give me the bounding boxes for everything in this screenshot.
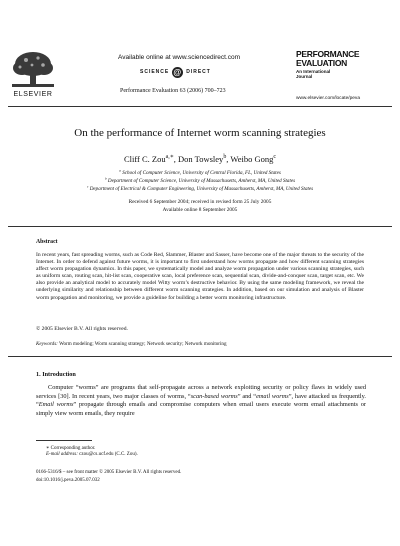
email-label: E-mail address:: [46, 452, 78, 457]
intro-emphasis: email worms: [256, 392, 289, 400]
doi-line[interactable]: doi:10.1016/j.peva.2005.07.032: [36, 478, 100, 483]
affiliation: [0, 186, 400, 192]
corresponding-author-note: ∗ Corresponding author.: [46, 446, 96, 451]
journal-logo-line2: EVALUATION: [296, 57, 347, 68]
affiliation: [0, 170, 400, 176]
email-value[interactable]: czou@cs.ucf.edu (C.C. Zou).: [77, 452, 138, 457]
author-marks: b: [223, 154, 227, 161]
publisher-name: ELSEVIER: [13, 91, 53, 98]
journal-url-link[interactable]: www.elsevier.com/locate/peva: [296, 96, 360, 101]
elsevier-tree-logo: [8, 50, 58, 90]
footnote-divider: [36, 440, 92, 441]
affiliation-text: School of Computer Science, University of Central Florida, FL, United States: [122, 170, 281, 176]
intro-emphasis: Email worms: [38, 401, 74, 409]
abstract-body: In recent years, fast spreading worms, such as Code Red, Slammer, Blaster and Sasser, have become one of the major threats to the security of the Internet. In order to defend against future worms, it is important to first understand how worms propagate and how different scanning strategies affect worm propagation dynamics. In this paper, we systematically model and analyze worm propagation under various scanning strategies, such as uniform scan, routing scan, hit-list scan, cooperative scan, local preference scan, sequential scan, divide-and-conquer scan, target scan, etc. We also provide an analytical model to accurately model Witty worm’s destructive behavior. By using the same modeling framework, we reveal the underlying similarity and relationship between different worm scanning strategies. In addition, based on our simulation and analysis of Blaster worm propagation and monitoring, we provide a guideline for building a better worm monitoring infrastructure.: [36, 252, 364, 301]
article-title: On the performance of Internet worm scanning strategies: [74, 127, 326, 139]
received-dates: Received 6 September 2004; received in revised form 25 July 2005: [128, 199, 272, 205]
author-list: Cliff C. Zou$^{a,∗}$, Don Towsley$^b$, Weibo Gong$^c$: [123, 154, 277, 164]
intro-text: ”, have attacked us frequently. “: [36, 392, 366, 409]
at-icon: @: [173, 67, 183, 77]
abstract-bottom-divider: [8, 356, 392, 357]
journal-logo-line1: PERFORMANCE: [296, 49, 360, 59]
author-name[interactable]: Cliff C. Zou: [123, 154, 166, 164]
journal-logo: [296, 49, 360, 68]
author-name[interactable]: Don Towsley: [178, 154, 224, 164]
sciencedirect-left: SCIENCE: [140, 69, 170, 75]
affiliation: [0, 178, 400, 184]
available-online-date: Available online 8 September 2005: [162, 207, 238, 213]
intro-emphasis: scan-based worms: [190, 392, 238, 400]
affiliation-text: Department of Electrical & Computer Engineering, University of Massachusetts, Amherst, MA, United States: [89, 186, 314, 192]
abstract-top-divider: [8, 226, 392, 227]
affiliation-text: Department of Computer Science, University of Massachusetts, Amherst, MA, United States: [107, 178, 296, 184]
author-name[interactable]: Weibo Gong: [230, 154, 274, 164]
section-heading: 1. Introduction: [36, 371, 76, 378]
affiliation-mark: c: [86, 184, 89, 189]
author-marks: c: [273, 154, 277, 161]
available-online-text: Available online at www.sciencedirect.com: [118, 54, 240, 61]
journal-logo-sub1: An International: [296, 69, 331, 74]
sciencedirect-right: DIRECT: [186, 69, 211, 75]
abstract-heading: Abstract: [36, 239, 58, 245]
issn-line: 0166-5316/$ – see front matter © 2005 Elsevier B.V. All rights reserved.: [36, 470, 182, 475]
header-divider: [8, 106, 392, 107]
journal-logo-subtitle: [296, 69, 330, 79]
affiliation-mark: b: [104, 176, 107, 181]
intro-text: Computer “worms” are programs that self-propagate across a network exploiting security or policy flaws in widely used services [30]. In recent years, two major classes of worms, “: [36, 384, 366, 400]
affiliation-mark: a: [119, 168, 121, 173]
journal-logo-sub2: Journal: [296, 74, 313, 79]
abstract-copyright: © 2005 Elsevier B.V. All rights reserved.: [36, 326, 128, 332]
keywords: [36, 341, 227, 347]
author-marks: a,∗: [165, 154, 174, 161]
intro-paragraph: [36, 384, 366, 418]
intro-text: ” propagate through emails and compromise computers when email users execute worm email attachments or simply view worm emails, they require: [36, 401, 366, 417]
journal-citation: Performance Evaluation 63 (2006) 700–723: [120, 88, 226, 94]
email-note: [46, 452, 138, 457]
keywords-label: Keywords:: [36, 341, 58, 347]
intro-text: ” and “: [237, 392, 257, 400]
keywords-list: Worm modeling; Worm scanning strategy; Network security; Network monitoring: [59, 341, 227, 347]
sciencedirect-logo: [140, 66, 250, 78]
